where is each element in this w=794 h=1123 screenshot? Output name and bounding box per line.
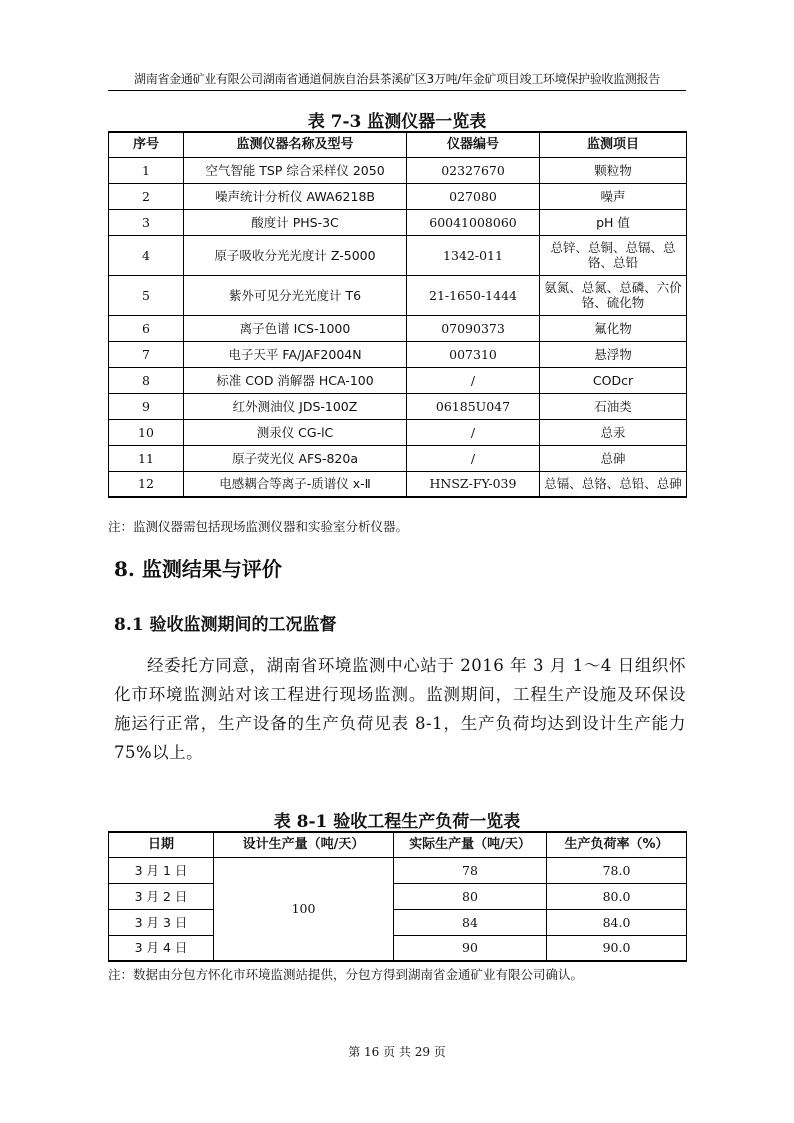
instrument-id-cell: 60041008060 xyxy=(407,209,540,235)
col-header-date: 日期 xyxy=(109,832,214,857)
instrument-id-cell: / xyxy=(407,419,540,445)
actual-cell: 84 xyxy=(394,909,547,935)
header-rule xyxy=(108,90,686,91)
row-number-cell: 4 xyxy=(109,235,184,275)
table-row xyxy=(109,909,687,935)
table1-caption: 表 7-3 监测仪器一览表 xyxy=(307,112,487,132)
table-row xyxy=(109,883,687,909)
table-row xyxy=(109,209,687,235)
col-header-design: 设计生产量（吨/天） xyxy=(214,832,394,857)
table-row xyxy=(109,235,687,275)
instrument-name-cell: 测汞仪 CG-lC xyxy=(184,419,407,445)
rate-cell: 78.0 xyxy=(547,857,687,883)
row-number-cell: 8 xyxy=(109,367,184,393)
instrument-name-cell: 噪声统计分析仪 AWA6218B xyxy=(184,183,407,209)
instrument-id-cell: / xyxy=(407,445,540,471)
table1-note: 注：监测仪器需包括现场监测仪器和实验室分析仪器。 xyxy=(108,519,409,534)
instrument-id-cell: 027080 xyxy=(407,183,540,209)
instrument-name-cell: 原子荧光仪 AFS-820a xyxy=(184,445,407,471)
row-number-cell: 11 xyxy=(109,445,184,471)
row-number-cell: 9 xyxy=(109,393,184,419)
instrument-name-cell: 标准 COD 消解器 HCA-100 xyxy=(184,367,407,393)
table-row xyxy=(109,445,687,471)
table-row xyxy=(109,471,687,497)
instrument-id-cell: 06185U047 xyxy=(407,393,540,419)
table-row xyxy=(109,857,687,883)
instrument-id-cell: 02327670 xyxy=(407,157,540,183)
instrument-name-cell: 红外测油仪 JDS-100Z xyxy=(184,393,407,419)
instrument-name-cell: 离子色谱 ICS-1000 xyxy=(184,315,407,341)
actual-cell: 90 xyxy=(394,935,547,961)
instrument-id-cell: 1342-011 xyxy=(407,235,540,275)
rate-cell: 84.0 xyxy=(547,909,687,935)
monitoring-item-cell: 总镉、总铬、总铅、总砷 xyxy=(540,471,687,497)
table-header-row xyxy=(109,132,687,157)
instrument-id-cell: / xyxy=(407,367,540,393)
table-row xyxy=(109,367,687,393)
monitoring-item-cell: 颗粒物 xyxy=(540,157,687,183)
row-number-cell: 3 xyxy=(109,209,184,235)
monitoring-item-cell: 总汞 xyxy=(540,419,687,445)
monitoring-item-cell: 总锌、总铜、总镉、总铬、总铅 xyxy=(540,235,687,275)
col-header-rate: 生产负荷率（%） xyxy=(547,832,687,857)
monitoring-item-cell: CODcr xyxy=(540,367,687,393)
date-cell: 3 月 1 日 xyxy=(109,857,214,883)
instrument-id-cell: 21-1650-1444 xyxy=(407,275,540,315)
instrument-name-cell: 空气智能 TSP 综合采样仪 2050 xyxy=(184,157,407,183)
col-header-name: 监测仪器名称及型号 xyxy=(184,132,407,157)
row-number-cell: 5 xyxy=(109,275,184,315)
instrument-name-cell: 原子吸收分光光度计 Z-5000 xyxy=(184,235,407,275)
table-row xyxy=(109,183,687,209)
instrument-table xyxy=(108,131,687,498)
table-header-row xyxy=(109,832,687,857)
row-number-cell: 10 xyxy=(109,419,184,445)
instrument-table-body xyxy=(109,157,687,497)
row-number-cell: 1 xyxy=(109,157,184,183)
date-cell: 3 月 4 日 xyxy=(109,935,214,961)
instrument-name-cell: 紫外可见分光光度计 T6 xyxy=(184,275,407,315)
rate-cell: 80.0 xyxy=(547,883,687,909)
table-row xyxy=(109,157,687,183)
instrument-id-cell: 07090373 xyxy=(407,315,540,341)
row-number-cell: 6 xyxy=(109,315,184,341)
monitoring-item-cell: 噪声 xyxy=(540,183,687,209)
monitoring-item-cell: 总砷 xyxy=(540,445,687,471)
section-heading: 8. 监测结果与评价 xyxy=(114,557,282,581)
load-table xyxy=(108,831,687,962)
monitoring-item-cell: 石油类 xyxy=(540,393,687,419)
table-row xyxy=(109,419,687,445)
instrument-id-cell: 007310 xyxy=(407,341,540,367)
monitoring-item-cell: 氟化物 xyxy=(540,315,687,341)
instrument-id-cell: HNSZ-FY-039 xyxy=(407,471,540,497)
col-header-item: 监测项目 xyxy=(540,132,687,157)
instrument-name-cell: 电感耦合等离子-质谱仪 x-Ⅱ xyxy=(184,471,407,497)
subsection-heading: 8.1 验收监测期间的工况监督 xyxy=(114,615,337,635)
monitoring-item-cell: 悬浮物 xyxy=(540,341,687,367)
col-header-actual: 实际生产量（吨/天） xyxy=(394,832,547,857)
monitoring-item-cell: 氨氮、总氮、总磷、六价铬、硫化物 xyxy=(540,275,687,315)
design-capacity-cell: 100 xyxy=(214,857,394,961)
table2-caption: 表 8-1 验收工程生产负荷一览表 xyxy=(273,812,521,832)
actual-cell: 80 xyxy=(394,883,547,909)
col-header-id: 仪器编号 xyxy=(407,132,540,157)
rate-cell: 90.0 xyxy=(547,935,687,961)
body-paragraph: 经委托方同意，湖南省环境监测中心站于 2016 年 3 月 1～4 日组织怀化市环境监测站对该工程进行现场监测。监测期间，工程生产设施及环保设施运行正常，生产设备的生产负荷见表 8-1，生产负荷均达到设计生产能力 75%以上。 xyxy=(114,656,686,762)
page-number: 第 16 页 共 29 页 xyxy=(348,1045,446,1059)
report-header: 湖南省金通矿业有限公司湖南省通道侗族自治县茶溪矿区3万吨/年金矿项目竣工环境保护验收监测报告 xyxy=(134,72,660,86)
table-row xyxy=(109,393,687,419)
monitoring-item-cell: pH 值 xyxy=(540,209,687,235)
col-header-no: 序号 xyxy=(109,132,184,157)
instrument-name-cell: 电子天平 FA/JAF2004N xyxy=(184,341,407,367)
row-number-cell: 12 xyxy=(109,471,184,497)
instrument-name-cell: 酸度计 PHS-3C xyxy=(184,209,407,235)
actual-cell: 78 xyxy=(394,857,547,883)
table-row xyxy=(109,935,687,961)
date-cell: 3 月 3 日 xyxy=(109,909,214,935)
row-number-cell: 7 xyxy=(109,341,184,367)
row-number-cell: 2 xyxy=(109,183,184,209)
date-cell: 3 月 2 日 xyxy=(109,883,214,909)
table-row xyxy=(109,315,687,341)
table-row xyxy=(109,341,687,367)
table-row xyxy=(109,275,687,315)
table2-note: 注：数据由分包方怀化市环境监测站提供，分包方得到湖南省金通矿业有限公司确认。 xyxy=(108,967,584,982)
